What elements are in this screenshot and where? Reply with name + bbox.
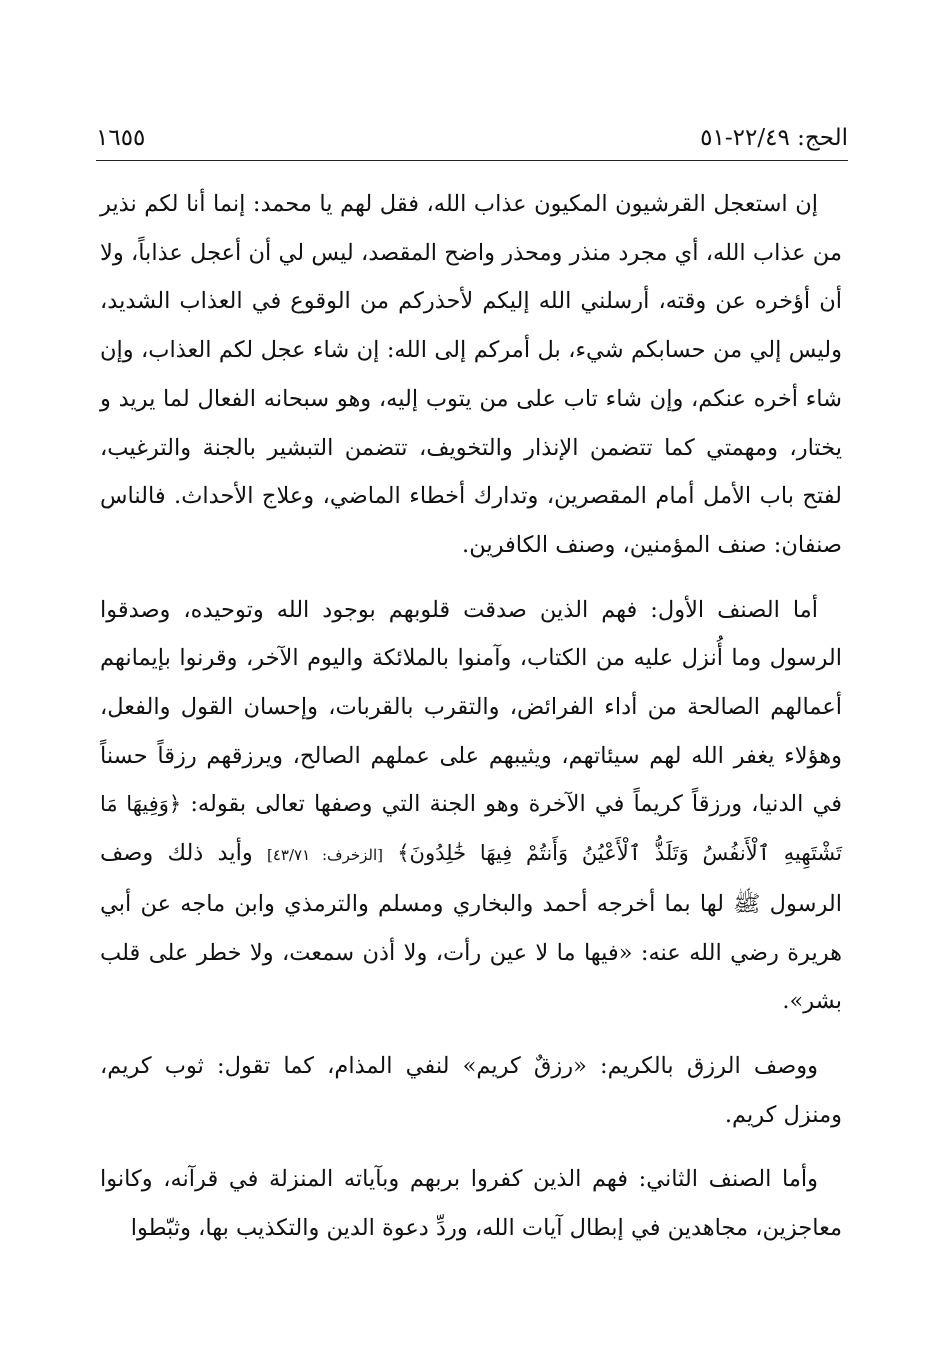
verse-reference: [الزخرف: ٤٣/٧١]	[266, 846, 383, 865]
paragraph-2	[100, 586, 842, 1026]
paragraph-4: وأما الصنف الثاني: فهم الذين كفروا بربهم وبآياته المنزلة في قرآنه، وكانوا معاجزين، مجاهدين في إبطال آيات الله، وردِّ دعوة الدين والتكذيب بها، وثبّطوا	[100, 1166, 842, 1242]
paragraph-2-closing: وأيد ذلك وصف الرسول ﷺ لها بما أخرجه أحمد والبخاري ومسلم والترمذي وابن ماجه عن أبي هريرة رضي الله عنه: «فيها ما لا عين رأت، ولا أذن سمعت، ولا خطر على قلب بشر».	[100, 840, 842, 1015]
commentary-text	[100, 180, 842, 1253]
paragraph-3: ووصف الرزق بالكريم: «رزقٌ كريم» لنفي المذام، كما تقول: ثوب كريم، ومنزل كريم.	[100, 1052, 842, 1128]
page-header	[96, 118, 848, 158]
quran-verse: ﴿وَفِيهَا مَا تَشْتَهِيهِ ٱلْأَنفُسُ وَتَلَذُّ ٱلْأَعْيُنُ وَأَنتُمْ فِيهَا خَٰلِدُونَ﴾	[100, 792, 842, 866]
header-divider	[96, 160, 848, 161]
page-number: ١٦٥٥	[96, 125, 146, 151]
paragraph-1: إن استعجل القرشيون المكيون عذاب الله، فقل لهم يا محمد: إنما أنا لكم نذير من عذاب الله، أي مجرد منذر ومحذر واضح المقصد، ليس لي أن أعجل عذاباً، ولا أن أؤخره عن وقته، أرسلني الله إليكم لأحذركم من الوقوع في العذاب الشديد، وليس إلي من حسابكم شيء، بل أمركم إلى الله: إن شاء عجل لكم العذاب، وإن شاء أخره عنكم، وإن شاء تاب على من يتوب إليه، وهو سبحانه الفعال لما يريد و يختار، ومهمتي كما تتضمن الإنذار والتخويف، تتضمن التبشير بالجنة والترغيب، لفتح باب الأمل أمام المقصرين، وتدارك أخطاء الماضي، وعلاج الأحداث. فالناس صنفان: صنف المؤمنين، وصنف الكافرين.	[100, 191, 842, 558]
paragraph-2-opening: أما الصنف الأول: فهم الذين صدقت قلوبهم بوجود الله وتوحيده، وصدقوا الرسول وما أُنزل عليه من الكتاب، وآمنوا بالملائكة واليوم الآخر، وقرنوا بإيمانهم أعمالهم الصالحة من أداء الفرائض، والتقرب بالقربات، وإحسان القول والفعل، وهؤلاء يغفر الله لهم سيئاتهم، ويثيبهم على عملهم الصالح، ويرزقهم رزقاً حسناً في الدنيا، ورزقاً كريماً في الآخرة وهو الجنة التي وصفها تعالى بقوله:	[100, 596, 843, 818]
surah-reference: الحج: ٢٢/٤٩-٥١	[700, 125, 848, 151]
